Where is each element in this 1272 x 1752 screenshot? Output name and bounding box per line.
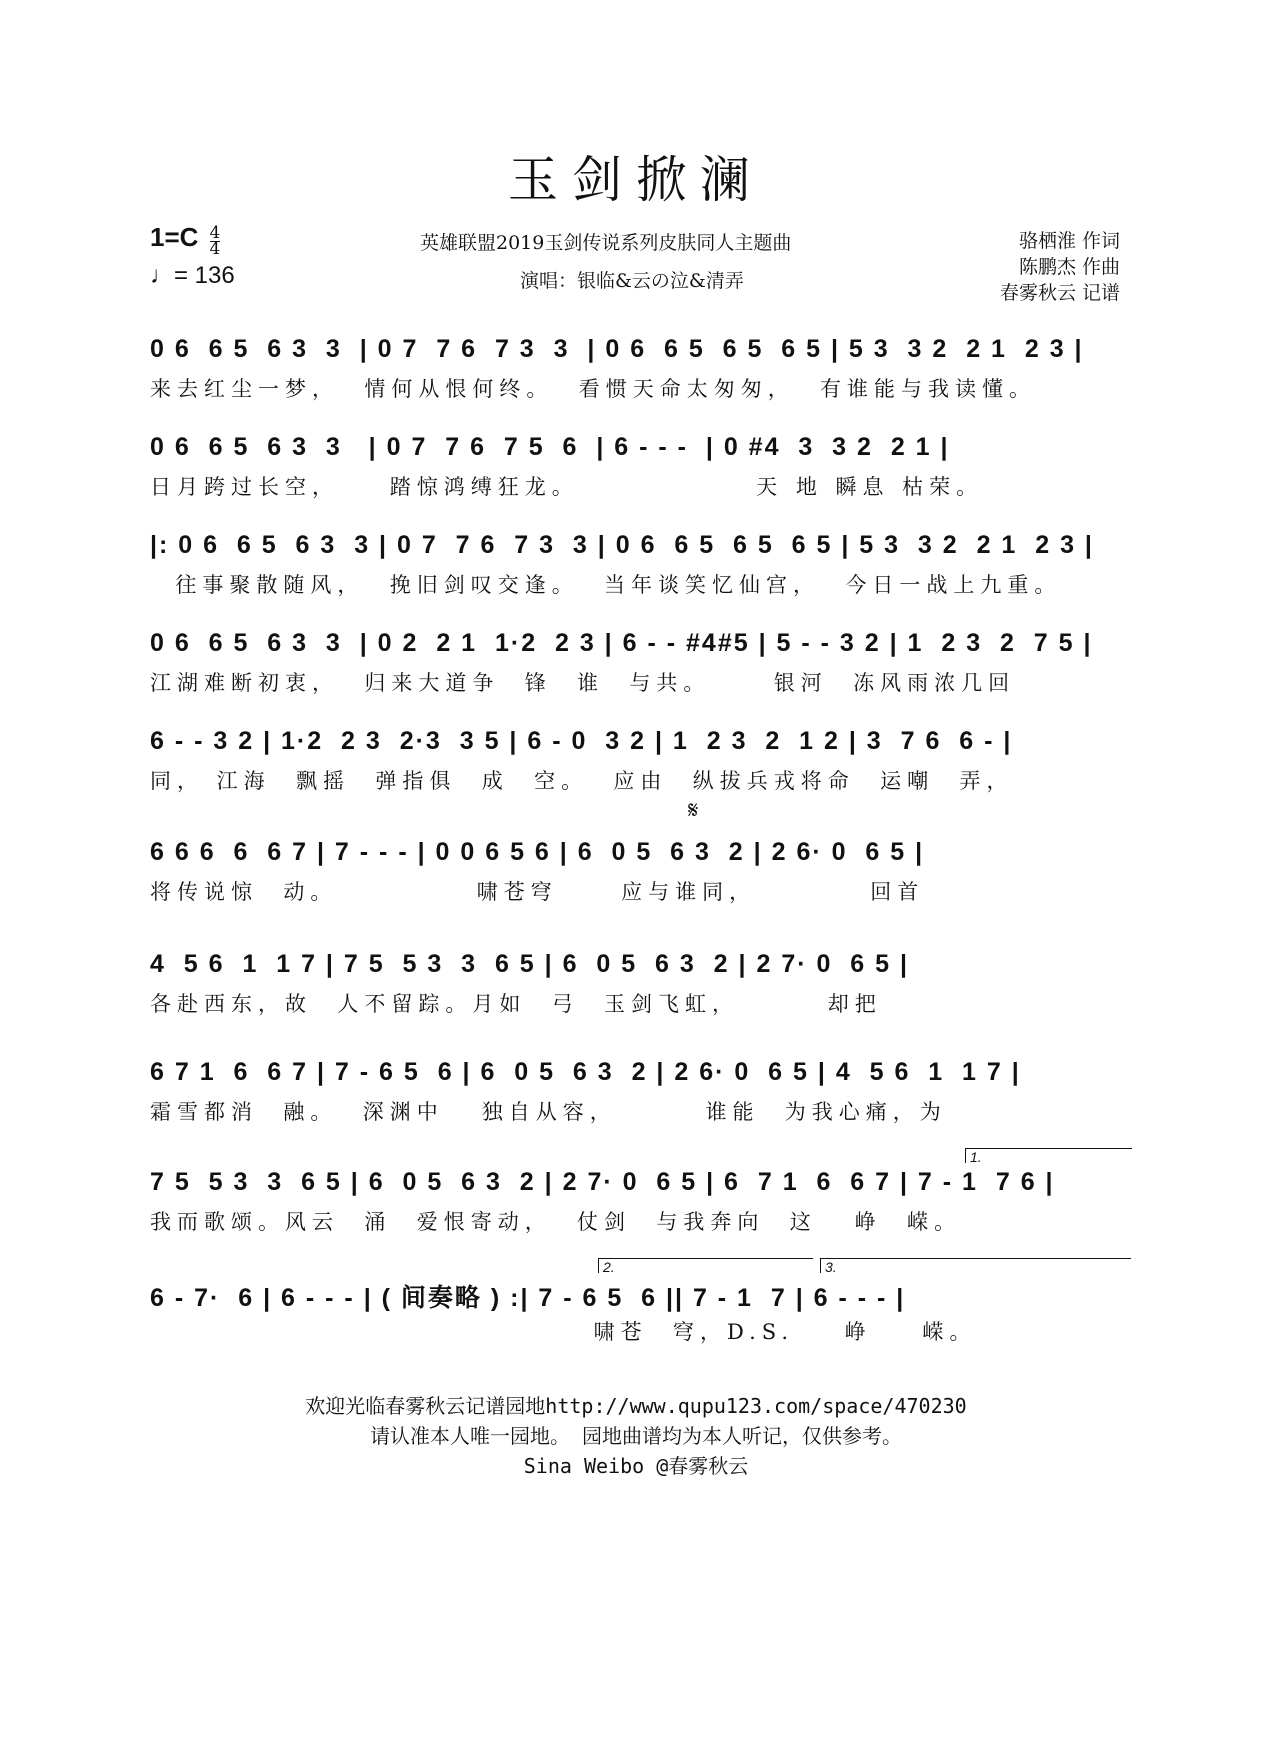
first-ending-bracket	[965, 1148, 1132, 1163]
meter-top: 4	[209, 223, 221, 243]
second-ending-label: 2.	[603, 1259, 615, 1275]
score-row	[150, 950, 1125, 1020]
footer-site-line: 欢迎光临春雾秋云记谱园地http://www.qupu123.com/space/470230	[305, 1394, 967, 1418]
transcriber-credit: 春雾秋云 记谱	[999, 282, 1120, 304]
third-ending-bracket	[820, 1258, 1131, 1273]
third-ending-label: 3.	[825, 1259, 837, 1275]
notation-line: 0 6 6 5 6 3 3 | 0 7 7 6 7 3 3 | 0 6 6 5 6 5 6 5 | 5 3 3 2 2 1 2 3 |	[150, 335, 1084, 363]
composer-credit: 陈鹏杰 作曲	[1018, 256, 1120, 278]
singers: 演唱：银临&云の泣&清弄	[520, 270, 744, 292]
notation-line: 6 - - 3 2 | 1·2 2 3 2·3 3 5 | 6 - 0 3 2 | 1 2 3 2 1 2 | 3 7 6 6 - |	[150, 727, 1013, 755]
notation-line: 6 - 7· 6 | 6 - - - | ( 间奏略 ) :| 7 - 6 5 6 || 7 - 1 7 | 6 - - - |	[150, 1284, 906, 1312]
segno-sign: 𝄋	[688, 796, 699, 824]
score-row	[150, 1058, 1125, 1128]
notation-line: |: 0 6 6 5 6 3 3 | 0 7 7 6 7 3 3 | 0 6 6 5 6 5 6 5 | 5 3 3 2 2 1 2 3 |	[150, 531, 1094, 559]
second-ending-bracket	[598, 1258, 813, 1273]
score-row	[150, 531, 1125, 601]
lyric-line: 啸苍 穹，D.S. 峥 嵘。	[150, 1320, 977, 1344]
lyric-line: 各赴西东，故 人不留踪。月如 弓 玉剑飞虹， 却把	[150, 992, 882, 1016]
lyric-line: 日月跨过长空， 踏惊鸿缚狂龙。 天 地 瞬息 枯荣。	[150, 475, 984, 499]
lyric-line: 同， 江海 飘摇 弹指俱 成 空。 应由 纵拔兵戎将命 运嘲 弄，	[150, 769, 1014, 793]
footer-notice-line: 请认准本人唯一园地。 园地曲谱均为本人听记，仅供参考。	[369, 1424, 903, 1448]
key-label: 1=C	[150, 222, 199, 252]
notation-line: 6 6 6 6 6 7 | 7 - - - | 0 0 6 5 6 | 6 0 5 6 3 2 | 2 6· 0 6 5 |	[150, 838, 925, 866]
lyric-line: 江湖难断初衷， 归来大道争 锋 谁 与共。 银河 冻风雨浓几回	[150, 671, 1016, 695]
key-signature	[150, 222, 220, 257]
meter-bottom: 4	[209, 239, 221, 259]
lyric-line: 往事聚散随风， 挽旧剑叹交逢。 当年谈笑忆仙宫， 今日一战上九重。	[150, 573, 1062, 597]
lyric-line: 来去红尘一梦， 情何从恨何终。 看惯天命太匆匆， 有谁能与我读懂。	[150, 377, 1037, 401]
footer-weibo-line: Sina Weibo @春雾秋云	[523, 1454, 749, 1478]
score-row	[150, 433, 1125, 503]
page-title: 玉剑掀澜	[508, 151, 764, 209]
notation-line: 6 7 1 6 6 7 | 7 - 6 5 6 | 6 0 5 6 3 2 | 2 6· 0 6 5 | 4 5 6 1 1 7 |	[150, 1058, 1021, 1086]
score-row	[150, 1278, 1125, 1348]
lyric-line: 我而歌颂。风云 涌 爱恨寄动， 仗剑 与我奔向 这 峥 嵘。	[150, 1210, 962, 1234]
score-row	[150, 1168, 1125, 1238]
subtitle: 英雄联盟2019玉剑传说系列皮肤同人主题曲	[420, 232, 792, 254]
time-signature	[209, 223, 221, 259]
score-row	[150, 335, 1125, 405]
lyric-line: 霜雪都消 融。 深渊中 独自从容， 谁能 为我心痛，为	[150, 1100, 947, 1124]
score-row	[150, 629, 1125, 699]
notation-line: 0 6 6 5 6 3 3 | 0 2 2 1 1·2 2 3 | 6 - - #4#5 | 5 - - 3 2 | 1 2 3 2 7 5 |	[150, 629, 1093, 657]
tempo-mark: ♩= 136	[150, 262, 235, 289]
score-row	[150, 727, 1125, 797]
notation-line: 7 5 5 3 3 6 5 | 6 0 5 6 3 2 | 2 7· 0 6 5 | 6 7 1 6 6 7 | 7 - 1 7 6 |	[150, 1168, 1055, 1196]
score-row	[150, 838, 1125, 908]
notation-line: 0 6 6 5 6 3 3 | 0 7 7 6 7 5 6 | 6 - - - | 0 #4 3 3 2 2 1 |	[150, 433, 950, 461]
lyricist-credit: 骆栖淮 作词	[1018, 230, 1120, 252]
lyric-line: 将传说惊 动。 啸苍穹 应与谁同， 回首	[150, 880, 925, 904]
first-ending-label: 1.	[970, 1149, 982, 1165]
notation-line: 4 5 6 1 1 7 | 7 5 5 3 3 6 5 | 6 0 5 6 3 2 | 2 7· 0 6 5 |	[150, 950, 909, 978]
